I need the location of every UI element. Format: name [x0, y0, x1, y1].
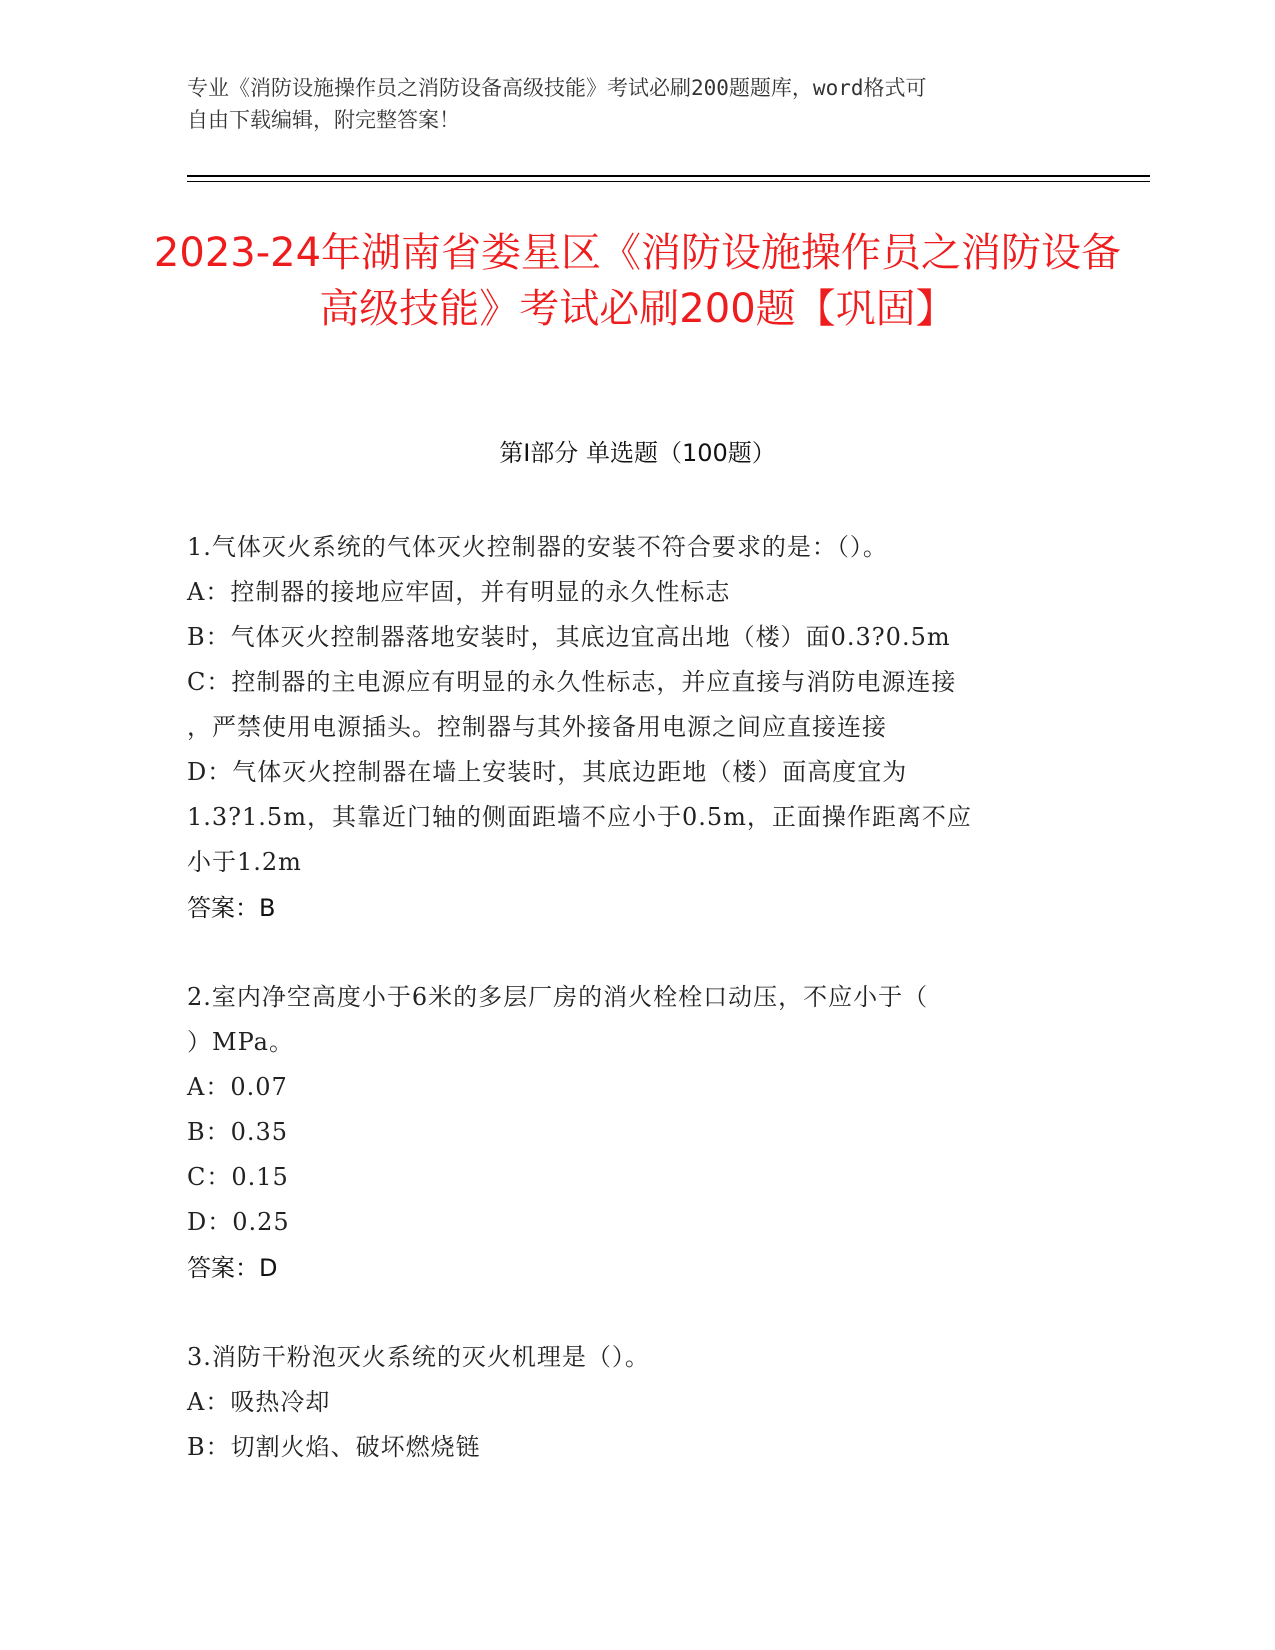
question-2 — [187, 975, 1087, 1291]
question-1 — [187, 525, 1087, 931]
header-note: 专业《消防设施操作员之消防设备高级技能》考试必刷200题题库，word格式可 自由下载编辑，附完整答案！ — [187, 76, 927, 132]
question-1-answer: 答案：B — [187, 894, 276, 922]
question-2-option-c: C：0.15 — [187, 1163, 289, 1191]
header-divider-thick — [187, 175, 1150, 177]
question-3-option-b: B：切割火焰、破坏燃烧链 — [187, 1433, 481, 1461]
question-list — [187, 525, 1087, 1514]
section-heading: 第I部分 单选题（100题） — [499, 439, 776, 467]
header-divider-thin — [187, 181, 1150, 182]
question-1-option-a: A：控制器的接地应牢固，并有明显的永久性标志 — [187, 578, 731, 606]
question-1-option-d-cont: 1.3?1.5m，其靠近门轴的侧面距墙不应小于0.5m，正面操作距离不应 — [187, 803, 972, 831]
question-2-option-d: D：0.25 — [187, 1208, 290, 1236]
question-1-option-d: D：气体灭火控制器在墙上安装时，其底边距地（楼）面高度宜为 — [187, 758, 908, 786]
question-1-stem: 1.气体灭火系统的气体灭火控制器的安装不符合要求的是：（）。 — [187, 533, 888, 561]
question-1-option-c: C：控制器的主电源应有明显的永久性标志，并应直接与消防电源连接 — [187, 668, 957, 696]
question-2-stem: 2.室内净空高度小于6米的多层厂房的消火栓栓口动压，不应小于（ — [187, 983, 929, 1011]
question-2-option-a: A：0.07 — [187, 1073, 288, 1101]
question-1-option-b: B：气体灭火控制器落地安装时，其底边宜高出地（楼）面0.3?0.5m — [187, 623, 951, 651]
document-title: 2023-24年湖南省娄星区《消防设施操作员之消防设备高级技能》考试必刷200题【巩固】 — [153, 230, 1122, 332]
question-3-option-a: A：吸热冷却 — [187, 1388, 331, 1416]
question-3-stem: 3.消防干粉泡灭火系统的灭火机理是（）。 — [187, 1343, 650, 1371]
question-2-stem-cont: ）MPa。 — [187, 1028, 294, 1056]
question-1-option-c-cont: ，严禁使用电源插头。控制器与其外接备用电源之间应直接连接 — [187, 713, 887, 741]
question-3 — [187, 1335, 1087, 1470]
question-2-option-b: B：0.35 — [187, 1118, 289, 1146]
question-2-answer: 答案：D — [187, 1254, 278, 1282]
question-1-option-d-cont-2: 小于1.2m — [187, 848, 302, 876]
